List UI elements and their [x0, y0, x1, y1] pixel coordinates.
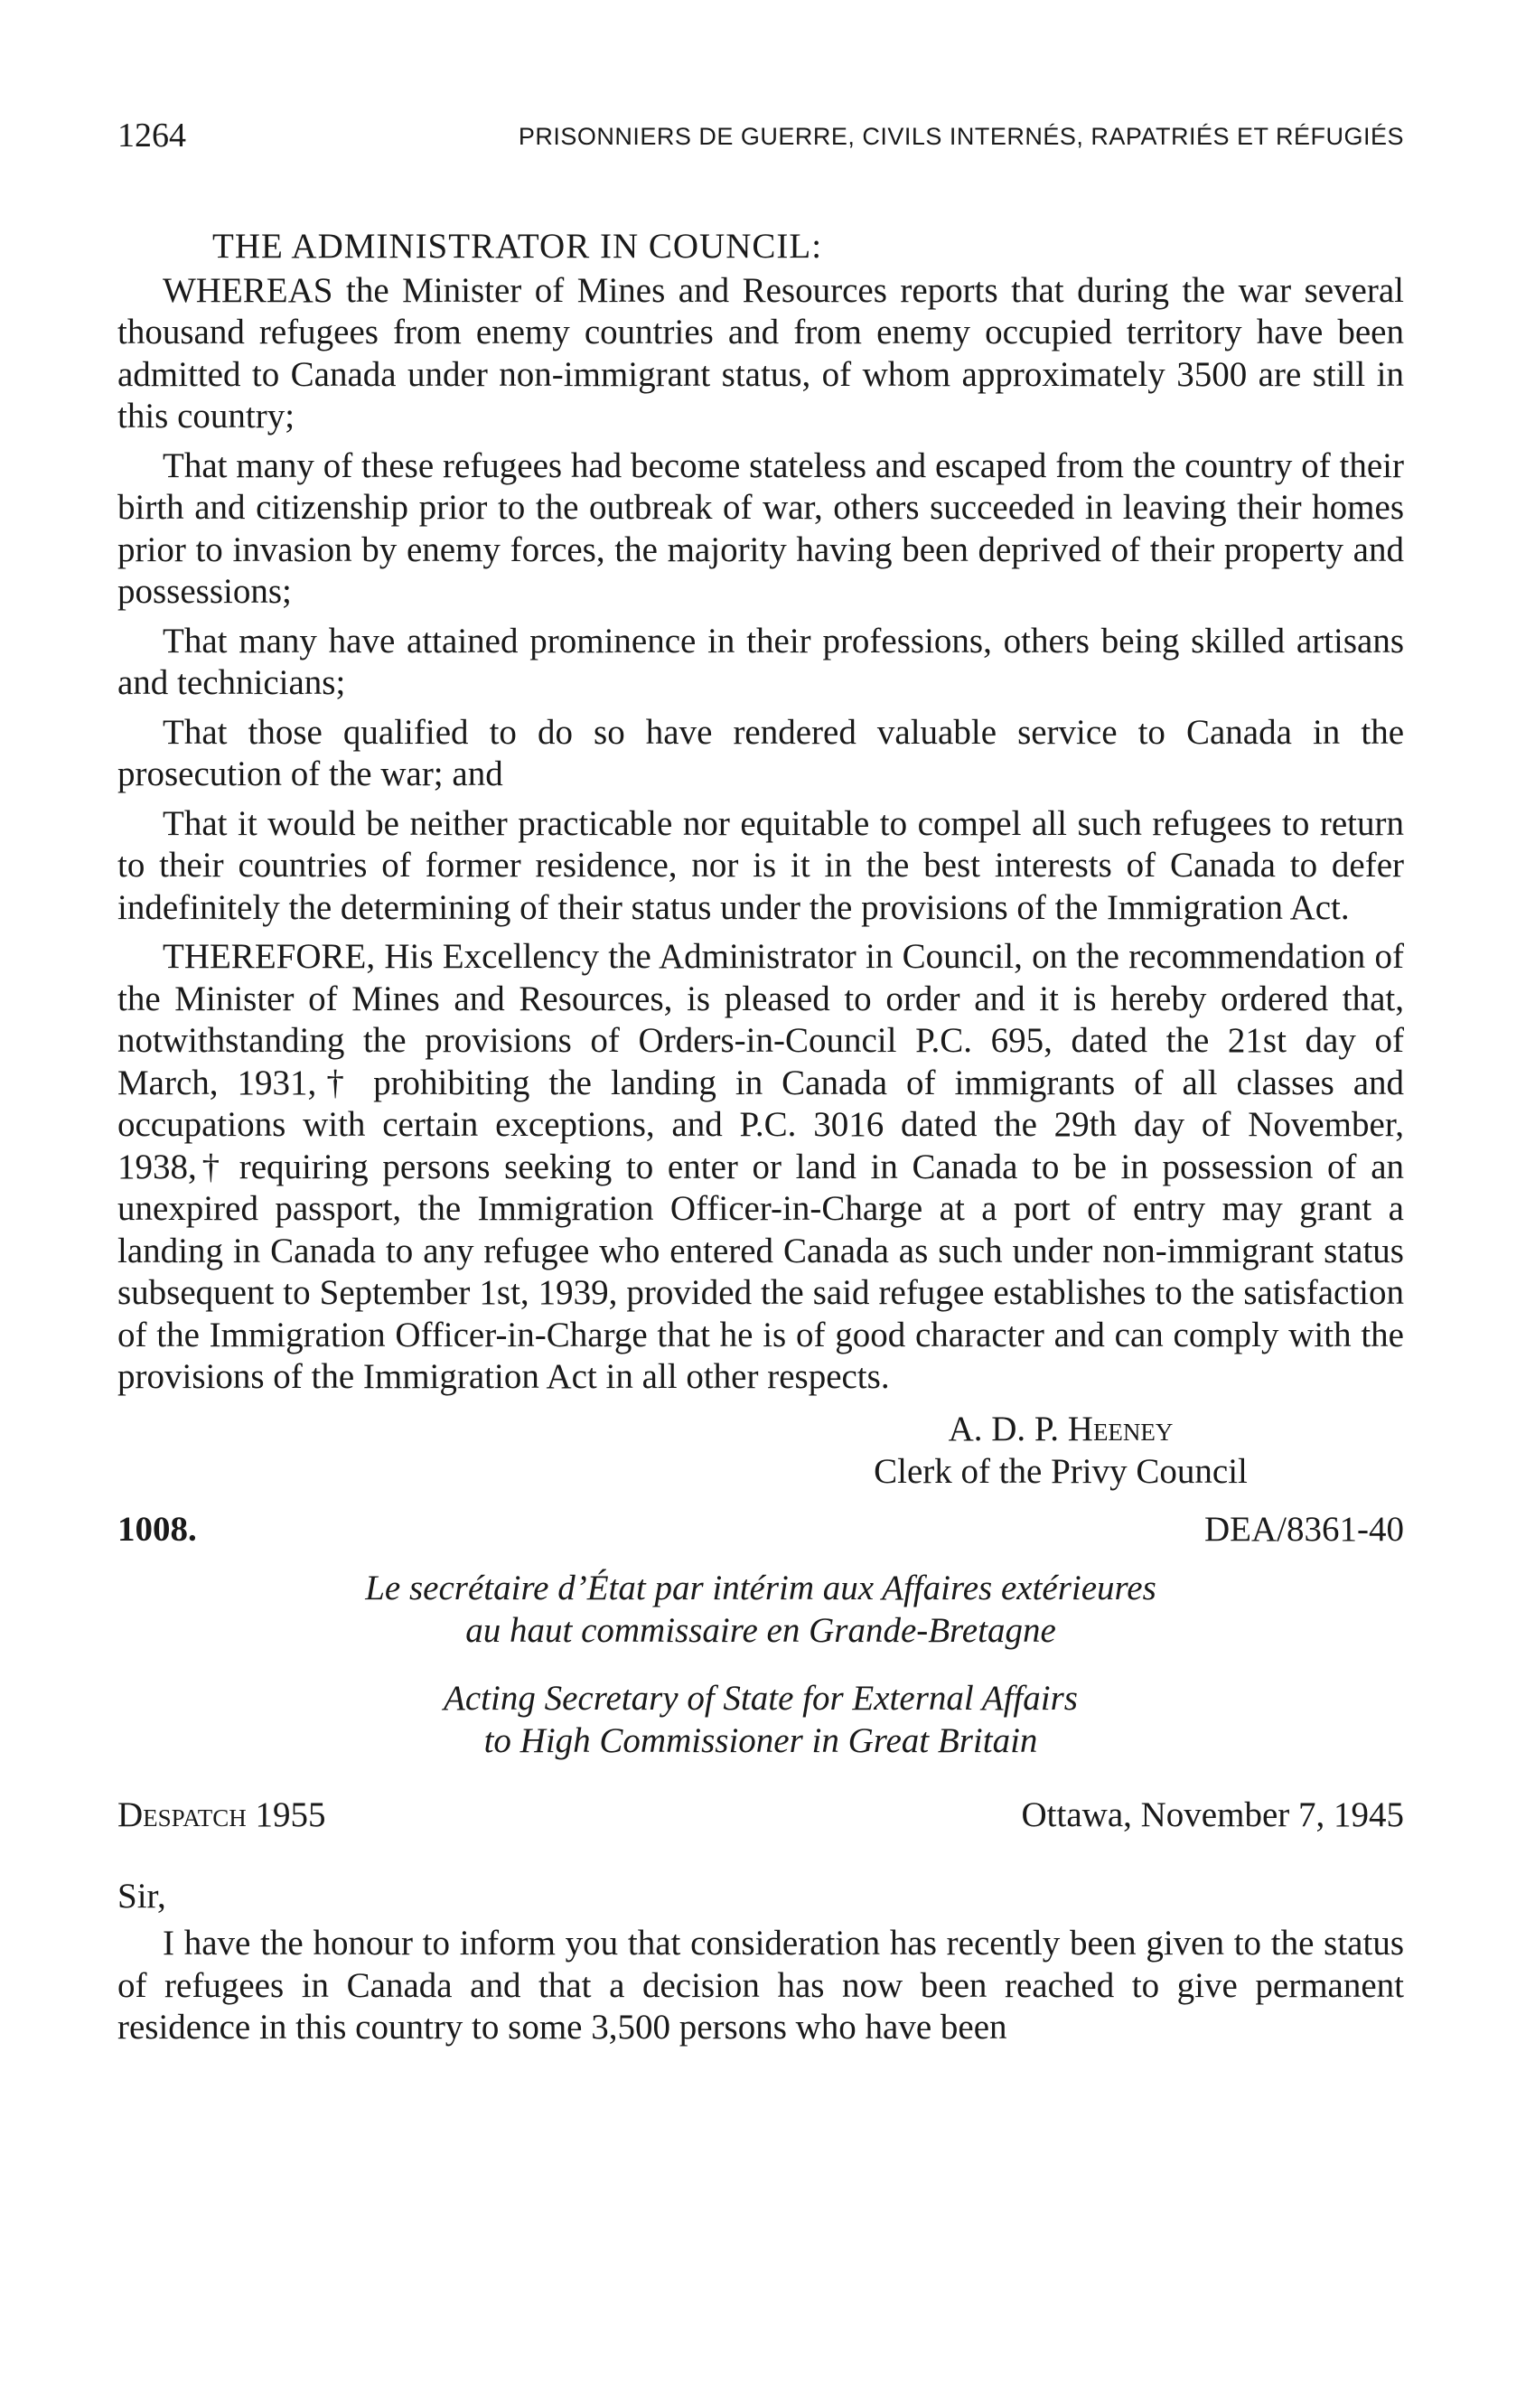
- signature-title: Clerk of the Privy Council: [874, 1451, 1248, 1491]
- order-paragraph-stateless: That many of these refugees had become stateless and escaped from the country of their birth and citizenship prior to the outbreak of war, others succeeded in leaving their homes prior to invasion by enemy forces, the majority having been deprived of their property and possessions;: [117, 445, 1404, 611]
- order-heading: THE ADMINISTRATOR IN COUNCIL:: [212, 227, 823, 266]
- body-text: [117, 226, 1404, 2049]
- order-paragraph-equitable: That it would be neither practicable nor equitable to compel all such refugees to return to their countries of former residence, nor is it in the best interests of Canada to defer indefinitely the determining of their status under the provisions of the Immigration Act.: [117, 803, 1404, 927]
- document-number: 1008.: [117, 1509, 197, 1549]
- french-address-line-2: au haut commissaire en Grande-Bretagne: [465, 1610, 1056, 1650]
- english-address-line-1: Acting Secretary of State for External Affairs: [444, 1678, 1078, 1718]
- order-paragraph-therefore: THEREFORE, His Excellency the Administrator in Council, on the recommendation of the Minister of Mines and Resources, is pleased to order and it is hereby ordered that, notwithstanding the provisions of Orders-in-Council P.C. 695, dated the 21st day of March, 1931,† prohibiting the landing in Canada of immigrants of all classes and occupations with certain exceptions, and P.C. 3016 dated the 29th day of November, 1938,† requiring persons seeking to enter or land in Canada to be in possession of an unexpired passport, the Immigration Officer-in-Charge at a port of entry may grant a landing in Canada to any refugee who entered Canada as such under non-immigrant status subsequent to September 1st, 1939, provided the said refugee establishes to the satisfaction of the Immigration Officer-in-Charge that he is of good character and can comply with the provisions of the Immigration Act in all other respects.: [117, 937, 1404, 1396]
- english-address: [117, 1677, 1404, 1762]
- signature-name: A. D. P. Heeney: [948, 1409, 1174, 1448]
- running-head: [117, 116, 1404, 155]
- french-address: [117, 1567, 1404, 1652]
- order-paragraph-prominence: That many have attained prominence in their professions, others being skilled artisans and technicians;: [117, 621, 1404, 702]
- order-paragraph-service: That those qualified to do so have rendered valuable service to Canada in the prosecution of the war; and: [117, 712, 1404, 793]
- document-reference: DEA/8361-40: [1204, 1509, 1404, 1549]
- despatch-number: Despatch 1955: [117, 1794, 326, 1834]
- page-number: 1264: [117, 117, 186, 155]
- running-head-title: PRISONNIERS DE GUERRE, CIVILS INTERNÉS, RAPATRIÉS ET RÉFUGIÉS: [518, 123, 1404, 150]
- french-address-line-1: Le secrétaire d’État par intérim aux Affaires extérieures: [365, 1568, 1156, 1607]
- order-paragraph-whereas: WHEREAS the Minister of Mines and Resources reports that during the war several thousand refugees from enemy countries and from enemy occupied territory have been admitted to Canada under non-immigrant status, of whom approximately 3500 are still in this country;: [117, 270, 1404, 436]
- despatch-row: [117, 1794, 1404, 1840]
- english-address-line-2: to High Commissioner in Great Britain: [483, 1720, 1038, 1760]
- letter-paragraph: I have the honour to inform you that consideration has recently been given to the status of refugees in Canada and that a decision has now been reached to give permanent residence in this country to some 3,500 persons who have been: [117, 1924, 1404, 2047]
- signature-block: [117, 1408, 1404, 1493]
- document-header: [117, 1509, 1404, 1556]
- salutation: Sir,: [117, 1876, 166, 1916]
- place-date: Ottawa, November 7, 1945: [1021, 1794, 1404, 1834]
